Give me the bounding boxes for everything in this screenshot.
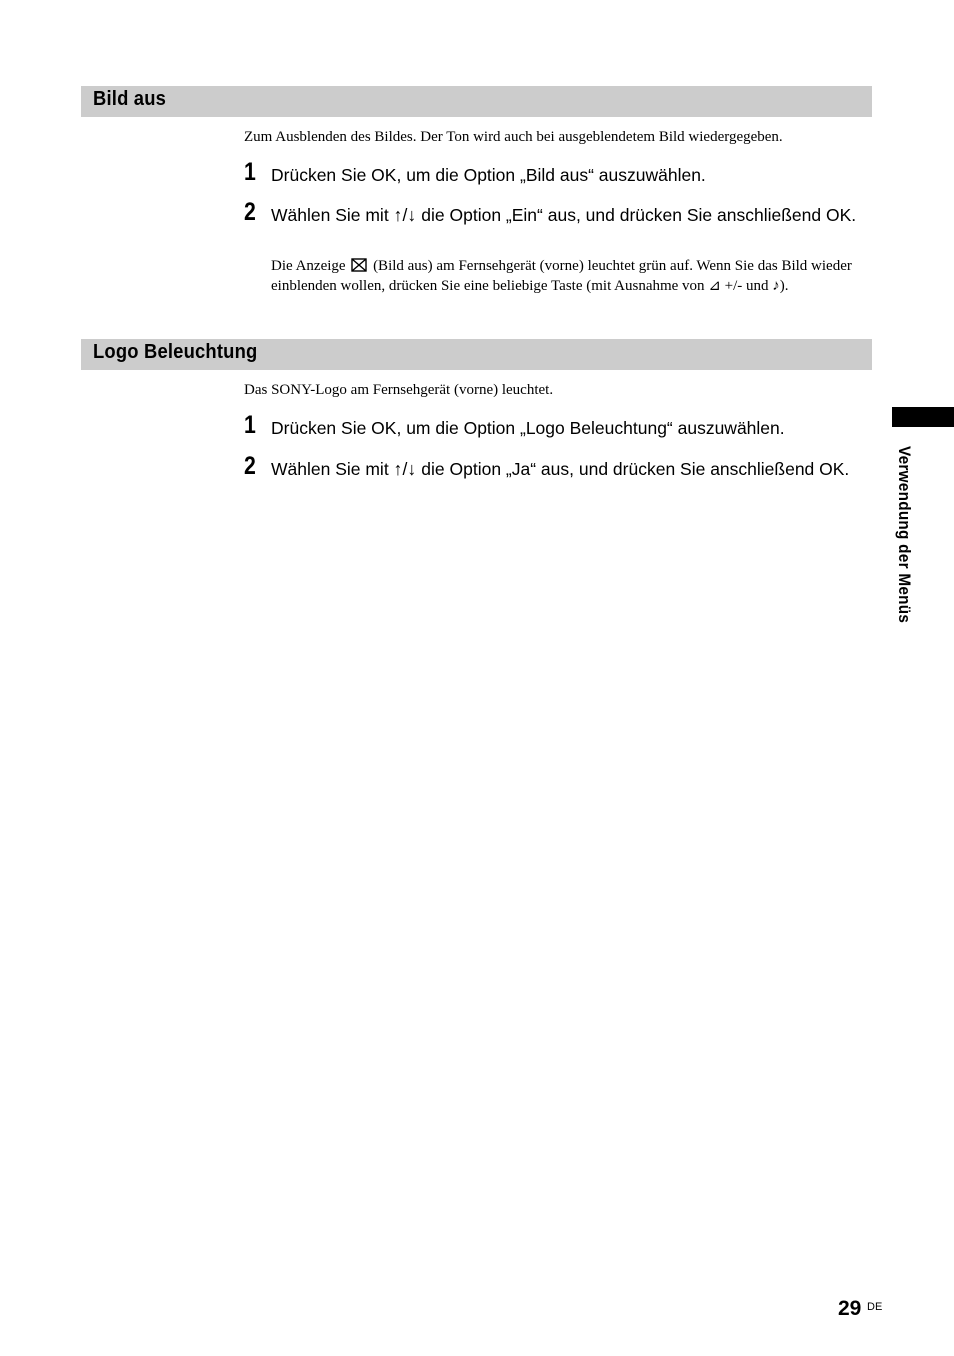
step-number: 2 (244, 452, 256, 480)
step-text: Drücken Sie OK, um die Option „Logo Beleuchtung“ auszuwählen. (271, 418, 785, 438)
step-text: Wählen Sie mit ↑/↓ die Option „Ein“ aus, und drücken Sie anschließend OK. (271, 205, 857, 225)
arrow-down-icon: ↓ (407, 205, 417, 225)
step-text: Drücken Sie OK, um die Option „Bild aus“ auszuwählen. (271, 165, 706, 185)
chapter-tab-marker (892, 407, 954, 427)
arrow-down-icon: ↓ (407, 459, 417, 479)
page-number: 29 (838, 1297, 862, 1320)
music-note-icon: ♪ (772, 278, 780, 294)
section-header-logo-beleuchtung (81, 339, 872, 370)
step-number: 1 (244, 158, 256, 186)
arrow-up-icon: ↑ (393, 205, 403, 225)
step-text: Wählen Sie mit ↑/↓ die Option „Ja“ aus, und drücken Sie anschließend OK. (271, 459, 850, 479)
section-title: Bild aus (93, 88, 167, 110)
step-note: Die Anzeige (Bild aus) am Fernsehgerät (vorne) leuchtet grün auf. Wenn Sie das Bild wieder einblenden wollen, drücken Sie eine beliebige Taste (mit Ausnahme von ⊿ +/- und ♪). (271, 258, 852, 294)
volume-icon: ⊿ (708, 278, 721, 294)
section-intro: Zum Ausblenden des Bildes. Der Ton wird auch bei ausgeblendetem Bild wiedergegeben. (244, 129, 783, 145)
arrow-up-icon: ↑ (393, 459, 403, 479)
section-intro: Das SONY-Logo am Fernsehgerät (vorne) leuchtet. (244, 382, 554, 398)
section-title: Logo Beleuchtung (93, 341, 258, 363)
picture-off-icon (351, 258, 367, 272)
step-number: 2 (244, 198, 256, 226)
section-header-bild-aus (81, 86, 872, 117)
step-number: 1 (244, 411, 256, 439)
page-language: DE (867, 1301, 883, 1313)
chapter-label: Verwendung der Menüs (895, 446, 914, 624)
